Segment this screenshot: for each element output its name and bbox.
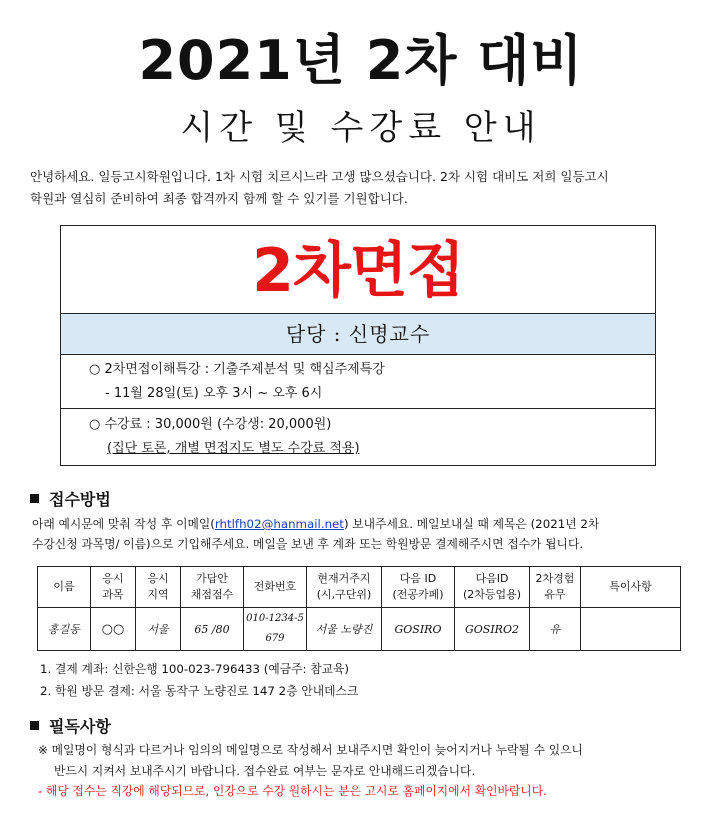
col-header-region: 응시 지역 [136,567,181,608]
square-bullet-icon [30,494,39,503]
fee-note: (집단 토론, 개별 면접지도 별도 수강료 적용) [107,441,360,456]
list-item: 2. 학원 방문 결제: 서울 동작구 노량진로 147 2층 안내데스크 [40,684,359,698]
col-header-daum-id-2: 다음ID (2차등업용) [455,567,530,608]
cell-notes [581,608,681,651]
cell-residence: 서울 노량진 [307,608,382,651]
email-link[interactable]: rhtlfh02@hanmail.net [214,517,344,531]
fee-section [61,409,655,461]
apply-line-1 [32,514,692,534]
cell-experience: 유 [530,608,581,651]
col-header-daum-id: 다음 ID (전공카페) [382,567,455,608]
notice-heading-text: 필독사항 [49,717,111,736]
cell-score: 65 /80 [181,608,244,651]
notice-warning: - 해당 접수는 직강에 해당되므로, 인강으로 수강 원하시는 분은 고시로 홈페이지에서 확인바랍니다. [38,784,547,798]
col-header-residence: 현재거주지 (시,구단위) [307,567,382,608]
apply-heading [30,487,111,510]
list-item: 1. 결제 계좌: 신한은행 100-023-796433 (예금주: 참교육) [40,662,350,676]
col-header-experience: 2차경험 유무 [530,567,581,608]
apply-text-pre: 아래 예시문에 맞춰 작성 후 이메일( [32,517,215,531]
payment-list [40,658,358,702]
col-header-score: 가답안 채점점수 [181,567,244,608]
schedule-line: - 11월 28일(토) 오후 3시 ~ 오후 6시 [105,386,323,401]
course-box [60,225,656,466]
notice-line-1: ※ 메일명이 형식과 다르거나 임의의 메일명으로 작성해서 보내주시면 확인이 늦어지거나 누락될 수 있으니 [38,743,583,757]
page-title: 2021년 2차 대비 [138,29,584,92]
notice-paragraph [38,740,698,782]
table-header-row [38,567,681,608]
col-header-notes: 특이사항 [581,567,681,608]
cell-daum-id-2: GOSIRO2 [455,608,530,651]
fee-line: ○ 수강료 : 30,000원 (수강생: 20,000원) [89,417,332,432]
page-subtitle: 시간 및 수강료 안내 [180,108,542,148]
apply-heading-text: 접수방법 [49,490,111,509]
apply-text-post: ) 보내주세요. 메일보내실 때 제목은 (2021년 2차 [343,517,600,531]
cell-region: 서울 [136,608,181,651]
lecture-section [61,355,655,409]
cell-phone: 010-1234-5679 [244,608,307,651]
apply-instructions [32,514,692,554]
lecture-line: ○ 2차면접이해특강 : 기출주제분석 및 핵심주제특강 [89,362,385,377]
col-header-name: 이름 [38,567,91,608]
col-header-phone: 전화번호 [244,567,307,608]
col-header-subject: 응시 과목 [91,567,136,608]
cell-daum-id: GOSIRO [382,608,455,651]
notice-line-2: 반드시 지켜서 보내주시기 바랍니다. 접수완료 여부는 문자로 안내해드리겠습니다. [54,764,476,778]
square-bullet-icon [30,721,39,730]
application-form-table [37,566,681,651]
apply-line-2: 수강신청 과목명/ 이름)으로 기입해주세요. 메일을 보낸 후 계좌 또는 학원방문 결제해주시면 접수가 됩니다. [32,537,584,551]
cell-name: 홍길동 [38,608,91,651]
teacher-band: 담당 : 신명교수 [61,313,655,355]
intro-line-1: 안녕하세요. 일등고시학원입니다. 1차 시험 치르시느라 고생 많으셨습니다. 2차 시험 대비도 저희 일등고시 [30,169,609,184]
notice-heading [30,714,111,737]
cell-subject: ○○ [91,608,136,651]
table-row [38,608,681,651]
intro-line-2: 학원과 열심히 준비하여 최종 합격까지 함께 할 수 있기를 기원합니다. [30,191,408,206]
course-name: 2차면접 [252,236,464,306]
intro-paragraph [30,166,700,210]
